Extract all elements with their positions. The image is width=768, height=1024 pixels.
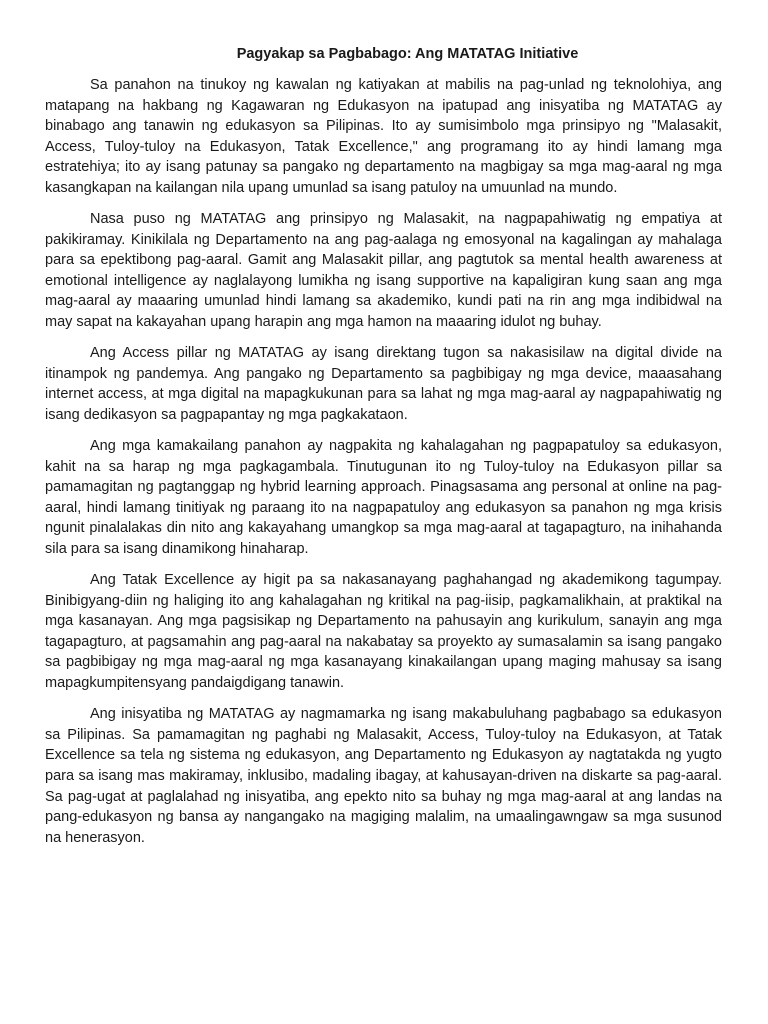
paragraph-3: Ang Access pillar ng MATATAG ay isang direktang tugon sa nakasisilaw na digital divide na itinampok ng pandemya. Ang pangako ng Departamento sa pagbibigay ng mga device, maaasahang internet access, at mga digital na mapagkukunan para sa lahat ng mga mag-aaral ay nagpapahiwatig ng isang dedikasyon sa pagpapantay ng mga pagkakataon.: [45, 345, 722, 423]
paragraph-1: Sa panahon na tinukoy ng kawalan ng katiyakan at mabilis na pag-unlad ng teknolohiya, ang matapang na hakbang ng Kagawaran ng Edukasyon na ipatupad ang inisyatiba ng MATATAG ay binabago ang tanawin ng edukasyon sa Pilipinas. Ito ay sumisimbolo mga prinsipyo ng "Malasakit, Access, Tuloy-tuloy na Edukasyon, Tatak Excellence," ang programang ito ay hindi lamang mga estratehiya; ito ay isang patunay sa pangako ng departamento na magbigay sa mga mag-aaral ng mga kasangkapan na kailangan nila upang umunlad sa isang patuloy na umuunlad na mundo.: [45, 77, 722, 196]
paragraph-6: Ang inisyatiba ng MATATAG ay nagmamarka ng isang makabuluhang pagbabago sa edukasyon sa Pilipinas. Sa pamamagitan ng paghabi ng Malasakit, Access, Tuloy-tuloy na Edukasyon, at Tatak Excellence sa tela ng sistema ng edukasyon, ang Departamento ng Edukasyon ay nagtatakda ng yugto para sa isang mas makiramay, inklusibo, madaling ibagay, at kahusayan-driven na diskarte sa pag-aaral. Sa pag-ugat at paglalahad ng inisyatiba, ang epekto nito sa buhay ng mga mag-aaral at ang landas na pang-edukasyon ng bansa ay nangangako na magiging malalim, na umaalingawngaw sa mga susunod na henerasyon.: [45, 706, 722, 846]
document-page: [45, 44, 722, 859]
document-title: Pagyakap sa Pagbabago: Ang MATATAG Initiative: [236, 46, 579, 62]
paragraph-2: Nasa puso ng MATATAG ang prinsipyo ng Malasakit, na nagpapahiwatig ng empatiya at pakikiramay. Kinikilala ng Departamento na ang pag-aalaga ng emosyonal na kagalingan ay mahalaga para sa epektibong pag-aaral. Gamit ang Malasakit pillar, ang pagtutok sa mental health awareness at emotional intelligence ay naglalayong lumikha ng isang supportive na kapaligiran kung saan ang mga mag-aaral ay maaaring umunlad hindi lamang sa akademiko, kundi pati na rin ang mga indibidwal na may sapat na kakayahan upang harapin ang mga hamon na maaaring idulot ng buhay.: [45, 211, 722, 331]
paragraph-5: Ang Tatak Excellence ay higit pa sa nakasanayang paghahangad ng akademikong tagumpay. Binibigyang-diin ng haliging ito ang kahalagahan ng kritikal na pag-iisip, pagkamalikhain, at praktikal na mga kasanayan. Ang mga pagsisikap ng Departamento na pahusayin ang kurikulum, sanayin ang mga tagapagturo, at pagsamahin ang pag-aaral na nakabatay sa proyekto ay sumasalamin sa isang pangako sa pagbibigay ng mga mag-aaral ng mga kasanayang kinakailangan upang maging mahusay sa isang mapagkumpitensyang pandaigdigang tanawin.: [45, 572, 722, 692]
paragraph-4: Ang mga kamakailang panahon ay nagpakita ng kahalagahan ng pagpapatuloy sa edukasyon, kahit na sa harap ng mga pagkagambala. Tinutugunan ito ng Tuloy-tuloy na Edukasyon pillar sa pamamagitan ng pagtanggap ng hybrid learning approach. Pinagsasama ang personal at online na pag-aaral, hindi lamang tinitiyak ng paraang ito na nagpapatuloy ang edukasyon sa panahon ng mga krisis ngunit pinalalakas din nito ang kakayahang umangkop sa mga mag-aaral at tagapagturo, na inihahanda sila para sa isang dinamikong hinaharap.: [45, 438, 722, 557]
